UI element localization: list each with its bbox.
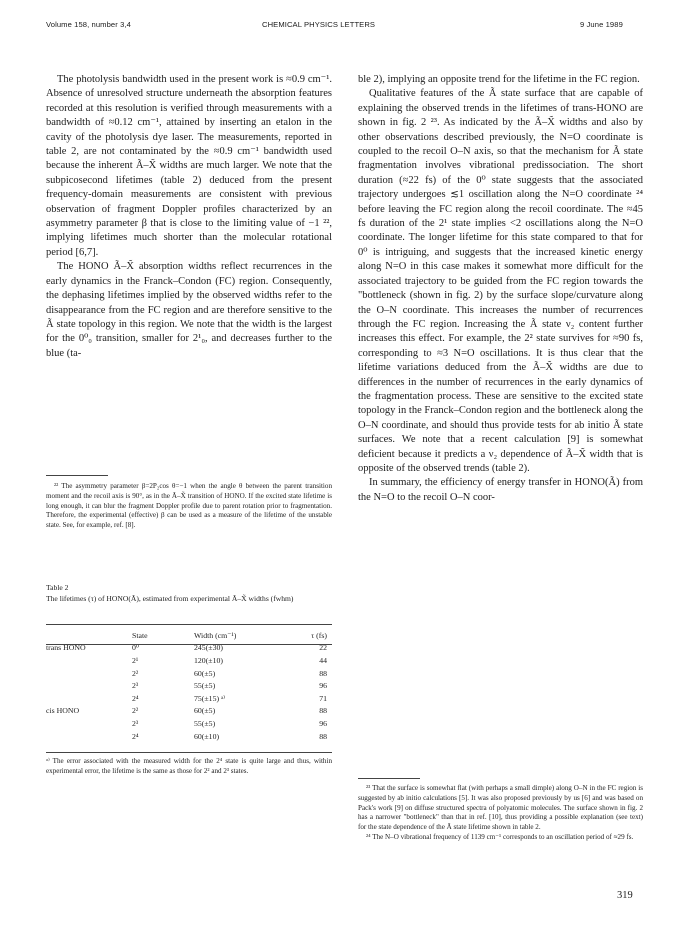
table-cell: 2⁴ [132,731,139,741]
table-cell: 71 [319,693,327,703]
right-footnotes [358,784,643,843]
table-cell: 44 [319,655,327,665]
paragraph: The HONO Ã–X̃ absorption widths reflect recurrences in the early dynamics in the Franck–Condon (FC) region. Consequently, the dephasing lifetimes implied by the observed widths refer to the disappearance from the FC region and are therefore sensitive to the Ã state topology in this region. We note that the width is the largest for the 0⁰₀ transition, smaller for 2¹₀, and decreases further to the blue (ta- [46,261,332,359]
table-cell: 22 [319,643,327,653]
footnote-text: ²⁴ The N–O vibrational frequency of 1139 cm⁻¹ corresponds to an oscillation period of ≈29 fs. [366,832,634,841]
table-row [46,679,332,692]
table-cell: trans HONO [46,643,86,653]
left-column [46,73,332,361]
paragraph: The photolysis bandwidth used in the present work is ≈0.9 cm⁻¹. Absence of unresolved structure underneath the absorption features recorded at this resolution is verified through measurements with a bandwidth of ≈0.12 cm⁻¹, attained by inserting an etalon in the cavity of the photolysis dye laser. The measurements, reported in table 2, are not contaminated by the ≈0.9 cm⁻¹ bandwidth used because the inherent Ã–X̃ widths are much larger. We note that the subpicosecond lifetimes (table 2) deduced from the present frequency-domain measurements are consistent with previous observation of fragment Doppler profiles characterized by an asymmetry parameter β that is close to the limiting value of −1 ²², implying lifetimes much shorter than the molecular rotational period [6,7]. [46,74,332,258]
table-cell [46,692,124,705]
date-header: 9 June 1989 [580,20,623,29]
table-cell: 96 [319,681,327,691]
table-row [46,667,332,680]
table-cell [46,679,124,692]
footnote-text: ²² The asymmetry parameter β=2P₂cos θ=−1 when the angle θ between the parent transition moment and the recoil axis is 90°, as in the Ã–X̃ transition of HONO. If the excited state lifetime is long enough, it can blur the fragment Doppler profile due to parent rotation prior to fragmentation. Therefore, the experimental (effective) β can be used as a measure of the lifetime of the unstable state. See, for example, ref. [8]. [46,482,332,530]
table-cell: 2³ [132,681,139,691]
table-cell: 60(±5) [194,706,216,716]
table-cell [46,717,124,730]
table-cell: 55(±5) [194,681,216,691]
table-cell: 2³ [132,718,139,728]
header-cell: State [132,630,148,640]
table-header-rule [46,644,332,645]
table-cell: 60(±5) [194,668,216,678]
table-top-rule [46,624,332,625]
table-cell: 96 [319,718,327,728]
header-cell: τ (fs) [311,630,327,640]
table-cell: 0⁰ [132,643,140,653]
table-row [46,692,332,705]
table-row [46,730,332,743]
footnote-rule [358,778,420,779]
paragraph: Qualitative features of the Ã state surface that are capable of explaining the observed trends in the lifetimes of trans-HONO are shown in fig. 2 ²³. As indicated by the Ã–X̃ widths and also by other observations described previously, the N=O coordinate is coupled to the recoil O–N axis, so that the mechanism for Ã state fragmentation involves vibrational predissociation. The short duration (≈22 fs) of the 0⁰ state suggests that the associated trajectory undergoes ≲1 oscillation along the N=O coordinate ²⁴ before leaving the FC region along the recoil coordinate. The ≈45 fs duration of the 2¹ state implies <2 oscillations along the N=O coordinate. The longer lifetime for this state compared to that for 0⁰ is intriguing, and suggests that the increased kinetic energy along N=O in this case makes it somewhat more difficult for the associated trajectory to be guided from the FC region towards the "bottleneck (shown in fig. 2) by the surface slope/curvature along the O–N coordinate. This increases the number of recurrences through the FC region. Increasing the Ã state ν₂ content further increases this effect. For example, the 2² state survives for ≈90 fs, corresponding to ≈3 N=O oscillations. It is thus clear that the lifetime variations deduced from the Ã–X̃ widths are due to differences in the number of recurrences in the early dynamics of the fragmentation process. These are sensitive to the excited state topology in the Franck–Condon region and the bottleneck along the O–N coordinate, and should thus provide tests for ab initio Ã state surfaces. We note that a recent calculation [9] is somewhat deficient because it predicts a ν₂ dependence of Ã–X̃ width that is opposite of the observed trends (table 2). [358,88,643,474]
journal-header: CHEMICAL PHYSICS LETTERS [262,20,376,29]
header-cell [46,629,124,642]
table-cell: 55(±5) [194,718,216,728]
footnote-rule [46,475,108,476]
table-cell [46,654,124,667]
table-cell: cis HONO [46,706,80,716]
paragraph: In summary, the efficiency of energy transfer in HONO(Ã) from the N=O to the recoil O–N coor- [358,477,643,503]
right-column [358,73,643,505]
table-header-row [46,629,332,642]
table-cell: 60(±10) [194,731,220,741]
table-cell: 75(±15) ᵃ⁾ [194,693,226,703]
table-cell: 88 [319,668,327,678]
table-caption: The lifetimes (τ) of HONO(Ã), estimated from experimental Ã–X̃ widths (fwhm) [46,594,294,603]
table-cell: 120(±10) [194,655,223,665]
table-footnote-text: ᵃ⁾ The error associated with the measured width for the 2⁴ state is quite large and thus, within experimental error, the lifetime is the same as those for 2² and 2³ states. [46,757,332,775]
table-bottom-rule [46,752,332,753]
footnote-text: ²³ That the surface is somewhat flat (with perhaps a small dimple) along O–N in the FC region is suggested by ab initio calculations [5]. It was also proposed previously by us [6] and was based on Pack's work [9] on diffuse structured spectra of polyatomic molecules. The surface shown in fig. 2 has a narrower "bottleneck" than that in ref. [10], thus providing a possible explanation (see text) for the state dependence of the Ã state lifetime shown in table 2. [358,784,643,832]
lifetimes-table [46,629,332,742]
table-cell: 88 [319,706,327,716]
header-cell: Width (cm⁻¹) [194,630,237,640]
left-footnote [46,482,332,531]
page-number: 319 [617,890,633,901]
table-row [46,654,332,667]
table-cell: 2¹ [132,655,139,665]
table-cell [46,730,124,743]
volume-header: Volume 158, number 3,4 [46,20,131,29]
table-cell: 245(±30) [194,643,223,653]
table-cell: 2⁴ [132,693,139,703]
table-cell: 2² [132,668,139,678]
table-cell [46,667,124,680]
table-footnote [46,757,332,777]
paragraph: ble 2), implying an opposite trend for the lifetime in the FC region. [358,74,640,85]
table-cell: 88 [319,731,327,741]
table-cell: 2² [132,706,139,716]
table-row [46,717,332,730]
table-label: Table 2 [46,583,69,592]
table-row [46,705,332,718]
